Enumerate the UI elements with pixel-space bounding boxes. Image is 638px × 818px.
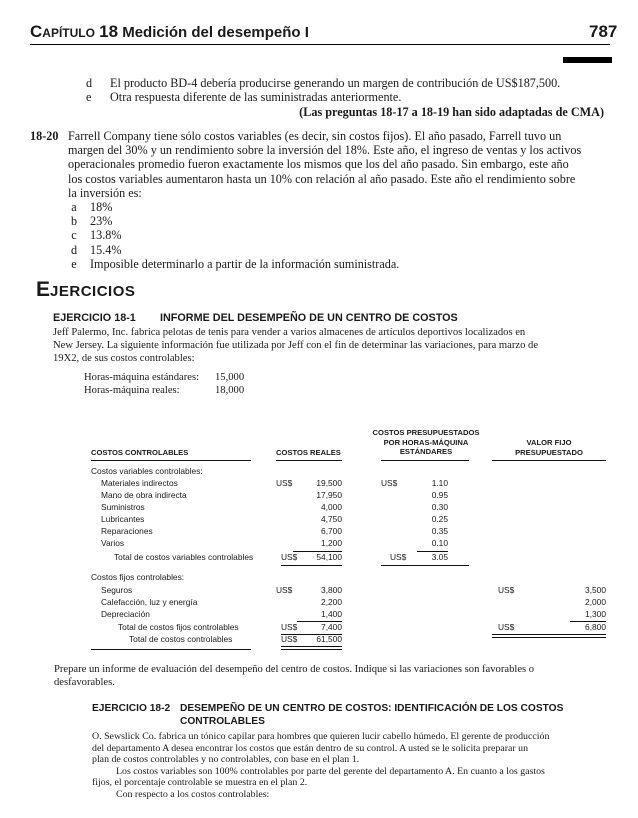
header-budget — [361, 428, 491, 457]
total-rule — [281, 565, 342, 566]
question-line: margen del 30% y un rendimiento sobre la inversión del 18%. Este año, el ingreso de ventas y los activos — [68, 143, 582, 158]
chapter-caps: APÍTULO — [42, 26, 95, 40]
header-rule — [91, 460, 251, 461]
budget-value: 3.05 — [431, 552, 448, 562]
variable-total-row — [0, 552, 638, 564]
table-row — [0, 585, 638, 597]
budget-value: 1.10 — [431, 478, 448, 488]
actual-value: 1,200 — [321, 538, 342, 548]
table-row — [0, 609, 638, 621]
exercise-title-line: DESEMPEÑO DE UN CENTRO DE COSTOS: IDENTIFICACIÓN DE LOS COSTOS — [180, 703, 564, 714]
table-row — [0, 514, 638, 526]
actual-value: 61,500 — [316, 634, 342, 644]
option-text: El producto BD-4 debería producirse generando un margen de contribución de US$187,500. — [110, 76, 561, 90]
actual-value: 3,800 — [321, 585, 342, 595]
actual-value: 2,200 — [321, 597, 342, 607]
header-rule — [381, 460, 469, 461]
exercise-line: fijos, el porcentaje controlable se muestra en el plan 2. — [92, 777, 308, 788]
actual-value: 17,950 — [316, 490, 342, 500]
header-actual: COSTOS REALES — [276, 448, 341, 457]
hours-label: Horas-máquina estándares: — [84, 372, 200, 383]
fixed-value: 3,500 — [585, 585, 606, 595]
currency: US$ — [281, 622, 298, 632]
exercise-line: New Jersey. La siguiente información fue utilizada por Jeff con el fin de determinar las variaciones, para marzo de — [53, 340, 539, 351]
prepare-paragraph — [54, 663, 614, 689]
section-title: Costos variables controlables: — [91, 466, 203, 476]
option-letter: b — [70, 214, 78, 229]
exercise-title: INFORME DEL DESEMPEÑO DE UN CENTRO DE COSTOS — [160, 312, 458, 324]
currency: US$ — [276, 585, 293, 595]
grand-total-rule — [281, 646, 342, 647]
section-heading-initial: E — [36, 278, 51, 301]
grand-total-row — [0, 634, 638, 646]
fixed-value: 1,300 — [585, 609, 606, 619]
budget-value: 0.10 — [431, 538, 448, 548]
exercise-line: Los costos variables son 100% controlables por parte del gerente del departamento A. En cuanto a los gastos — [116, 765, 545, 777]
hours-label: Horas-máquina reales: — [84, 385, 180, 396]
actual-value: 7,400 — [321, 622, 342, 632]
option-letter: e — [71, 256, 77, 271]
hours-value: 18,000 — [215, 385, 245, 396]
grand-total-double-rule — [281, 649, 342, 650]
option-letter: d — [86, 76, 93, 90]
header-rule — [492, 460, 606, 461]
row-label: Reparaciones — [101, 526, 153, 536]
option-text: Otra respuesta diferente de las suministradas anteriormente. — [110, 90, 402, 105]
prepare-line: Prepare un informe de evaluación del desempeño del centro de costos. Indique si las variaciones son favorables o — [54, 664, 535, 675]
row-label: Lubricantes — [101, 514, 145, 524]
budget-value: 0.35 — [431, 526, 448, 536]
question-line: operacionales promedio fueron exactamente los mismos que los del año pasado. Sin embargo, este año — [68, 157, 569, 172]
question-line: los costos variables aumentaron hasta un 10% con relación al año pasado. Este año el rendimiento sobre — [68, 171, 576, 186]
currency: US$ — [276, 478, 293, 488]
question-line: Farrell Company tiene sólo costos variables (es decir, sin costos fijos). El año pasado, Farrell tuvo un — [68, 129, 562, 143]
row-label: Total de costos variables controlables — [114, 552, 254, 562]
row-label: Depreciación — [101, 609, 150, 619]
header-rule — [276, 460, 342, 461]
exercise-line: del departamento A desea encontrar los costos que están dentro de su control. A usted se le solicita preparar un — [92, 742, 529, 754]
option-text: 23% — [90, 214, 113, 229]
budget-value: 0.30 — [431, 502, 448, 512]
prepare-line: desfavorables. — [54, 677, 115, 688]
exercise-body — [92, 731, 612, 800]
hours-value: 15,000 — [215, 372, 245, 383]
row-label: Total de costos controlables — [129, 634, 233, 644]
section-heading-rest: JERCICIOS — [50, 283, 136, 300]
row-label: Materiales indirectos — [101, 478, 178, 488]
row-label: Varios — [101, 538, 125, 548]
row-label: Seguros — [101, 585, 133, 595]
table-row — [0, 526, 638, 538]
exercise-line: 19X2, de sus costos controlables: — [53, 353, 195, 364]
currency: US$ — [281, 552, 298, 562]
header-fixed-line2: PRESUPUESTADO — [515, 447, 583, 457]
row-label: Suministros — [101, 502, 145, 512]
table-row — [0, 490, 638, 502]
option-letter: d — [70, 242, 78, 257]
currency: US$ — [281, 634, 298, 644]
question-number: 18-20 — [30, 129, 59, 143]
fixed-value: 2,000 — [585, 597, 606, 607]
header-budget-line3: ESTÁNDARES — [399, 447, 453, 457]
exercise-line: Con respecto a los costos controlables: — [116, 788, 270, 800]
table-bottom-rule — [91, 649, 251, 650]
header-budget-line1: COSTOS PRESUPUESTADOS — [372, 428, 480, 437]
fixed-total-row — [0, 622, 638, 634]
actual-value: 19,500 — [316, 478, 342, 488]
option-text: Imposible determinarlo a partir de la información suministrada. — [90, 256, 400, 271]
currency: US$ — [498, 585, 515, 595]
currency: US$ — [390, 552, 407, 562]
option-text: 15.4% — [90, 242, 122, 257]
actual-value: 54,100 — [316, 552, 342, 562]
option-letter: a — [71, 200, 77, 214]
exercise-line: Jeff Palermo, Inc. fabrica pelotas de tenis para vender a varios almacenes de artículos deportivos localizados en — [53, 327, 526, 338]
exercise-line: O. Sewslick Co. fabrica un tónico capilar para hombres que quieren lucir cabello húmedo. El gerente de producción — [92, 731, 550, 742]
page-number: 787 — [589, 22, 618, 41]
question-line: la inversión es: — [68, 185, 142, 200]
option-text: 13.8% — [90, 228, 122, 243]
table-row — [0, 478, 638, 490]
option-letter: c — [71, 228, 77, 243]
header-fixed-line1: VALOR FIJO — [526, 438, 572, 447]
row-label: Mano de obra indirecta — [101, 490, 187, 500]
section-title: Costos fijos controlables: — [91, 572, 185, 582]
actual-value: 4,000 — [321, 502, 342, 512]
adapted-note: (Las preguntas 18-17 a 18-19 han sido adaptadas de CMA) — [299, 105, 604, 119]
table-row — [0, 538, 638, 550]
chapter-title: Medición del desempeño I — [122, 24, 309, 41]
row-label: Total de costos fijos controlables — [118, 622, 239, 632]
budget-value: 0.95 — [431, 490, 448, 500]
currency: US$ — [498, 622, 515, 632]
exercise-label: EJERCICIO 18-1 — [53, 312, 136, 324]
header-controllable: COSTOS CONTROLABLES — [91, 448, 189, 457]
currency: US$ — [381, 478, 398, 488]
exercise-line: plan de costos controlables y no controlables, con base en el plan 1. — [92, 754, 360, 765]
total-rule — [381, 565, 469, 566]
option-text: 18% — [90, 200, 113, 214]
table-row — [0, 502, 638, 514]
actual-value: 4,750 — [321, 514, 342, 524]
row-label: Calefacción, luz y energía — [101, 597, 198, 607]
header-budget-line2: POR HORAS-MÁQUINA — [383, 437, 469, 447]
table-row — [0, 597, 638, 609]
exercise-title-line: CONTROLABLES — [180, 715, 265, 727]
actual-value: 1,400 — [321, 609, 342, 619]
chapter-prefix: C — [30, 22, 43, 41]
fixed-value: 6,800 — [585, 622, 606, 632]
exercise-title — [180, 703, 563, 728]
option-letter: e — [86, 90, 92, 105]
actual-value: 6,700 — [321, 526, 342, 536]
header-fixed — [490, 438, 608, 457]
budget-value: 0.25 — [431, 514, 448, 524]
exercise-label: EJERCICIO 18-2 — [92, 703, 171, 714]
chapter-number: 18 — [99, 22, 119, 41]
